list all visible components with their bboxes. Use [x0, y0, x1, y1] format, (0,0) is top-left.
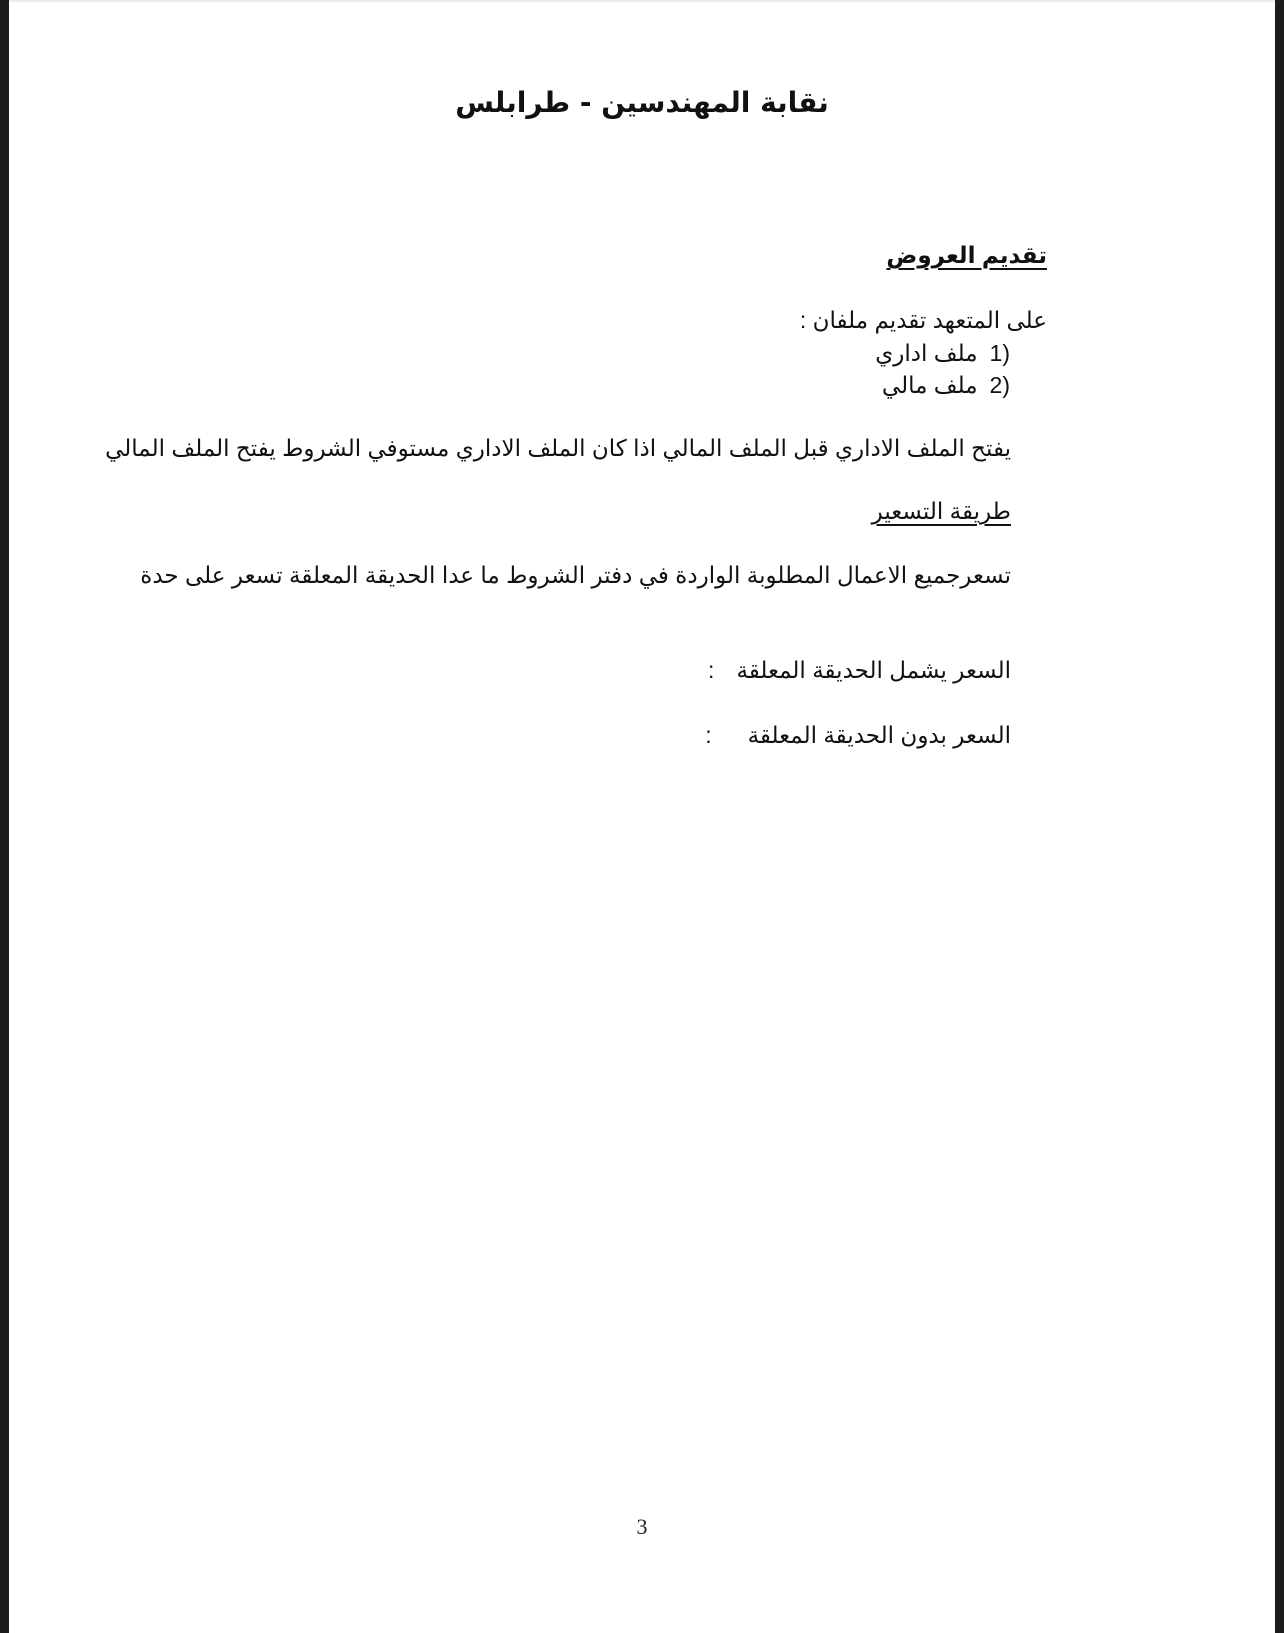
opening-rule-text: يفتح الملف الاداري قبل الملف المالي اذا كان الملف الاداري مستوفي الشروط يفتح الملف المالي [105, 435, 1011, 461]
page-number: 3 [636, 1514, 648, 1539]
price-with-garden-value: : [708, 657, 715, 683]
file-list-item-2 [882, 372, 1010, 399]
document-page [9, 0, 1275, 1633]
list-label: ملف مالي [881, 372, 978, 398]
list-number: 2) [989, 372, 1010, 398]
submission-intro: على المتعهد تقديم ملفان : [799, 307, 1047, 333]
file-list-item-1 [875, 340, 1010, 367]
price-without-garden-label: السعر بدون الحديقة المعلقة [747, 722, 1011, 748]
price-without-garden-value: : [705, 722, 712, 748]
price-with-garden-row [708, 657, 1011, 684]
header-title: نقابة المهندسين - طرابلس [455, 86, 829, 119]
list-label: ملف اداري [875, 340, 978, 366]
list-number: 1) [989, 340, 1010, 366]
price-without-garden-row [705, 722, 1011, 749]
price-with-garden-label: السعر يشمل الحديقة المعلقة [736, 657, 1011, 683]
submission-heading: تقديم العروض [886, 242, 1047, 268]
pricing-heading: طريقة التسعير [871, 498, 1011, 524]
pricing-description: تسعرجميع الاعمال المطلوبة الواردة في دفتر الشروط ما عدا الحديقة المعلقة تسعر على حدة [140, 562, 1011, 588]
